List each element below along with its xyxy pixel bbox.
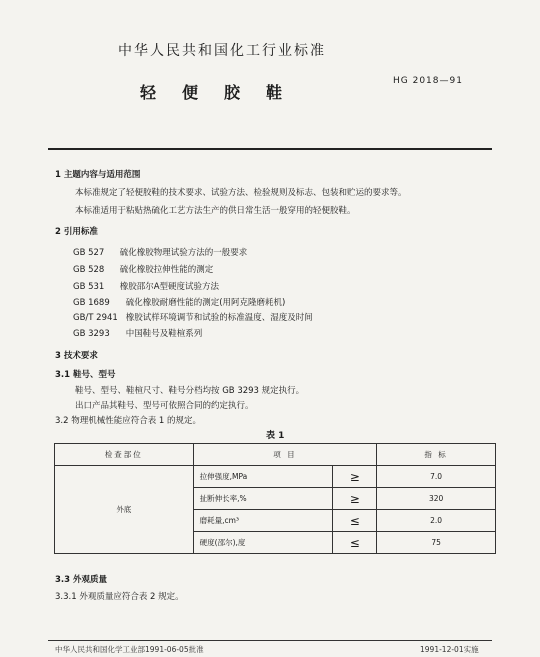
table-1-title: 表 1 [266,431,285,441]
table-header-row [55,444,496,466]
table-1 [54,443,496,554]
reference-item [73,246,247,258]
reference-code: GB 528 [73,265,105,275]
section-1-paragraph-2: 本标准适用于粘贴热硫化工艺方法生产的供日常生活一般穿用的轻便胶鞋。 [75,206,356,216]
reference-code: GB/T 2941 [73,313,118,323]
reference-title: 橡胶邵尔A型硬度试验方法 [119,282,220,292]
spec-value-cell: 7.0 [377,466,496,488]
approval-note: 中华人民共和国化学工业部1991-06-05批准 [55,645,204,654]
table-row [55,466,496,488]
reference-item [73,296,285,308]
reference-item [73,280,219,292]
item-cell: 硬度(邵尔),度 [193,532,333,554]
section-1-heading: 1 主题内容与适用范围 [55,170,141,180]
document-title: 轻便胶鞋 [140,83,309,102]
section-3-3-heading: 3.3 外观质量 [55,575,108,585]
reference-title: 中国鞋号及鞋楦系列 [125,329,203,339]
comparator-cell: ≥ [333,466,377,488]
header-divider [48,148,492,150]
reference-title: 硫化橡胶耐磨性能的测定(用阿克隆磨耗机) [125,298,286,308]
issuing-body-header: 中华人民共和国化工行业标准 [118,43,326,59]
comparator-cell: ≥ [333,488,377,510]
column-header-spec: 指 标 [377,444,496,466]
reference-item [73,327,202,339]
section-2-heading: 2 引用标准 [55,227,98,237]
section-3-2-text: 3.2 物理机械性能应符合表 1 的规定。 [55,416,202,426]
spec-value-cell: 320 [377,488,496,510]
reference-code: GB 3293 [73,329,110,339]
standard-code: HG 2018—91 [393,76,463,86]
item-cell: 拉伸强度,MPa [193,466,333,488]
inspection-part-cell: 外底 [55,466,194,554]
reference-item [73,263,213,275]
footer-divider [48,640,492,641]
reference-code: GB 531 [73,282,105,292]
comparator-cell: ≤ [333,510,377,532]
column-header-item: 项 目 [193,444,377,466]
item-cell: 磨耗量,cm³ [193,510,333,532]
implementation-date: 1991-12-01实施 [420,645,479,654]
column-header-part: 检查部位 [55,444,194,466]
section-3-heading: 3 技术要求 [55,351,98,361]
spec-value-cell: 2.0 [377,510,496,532]
reference-code: GB 527 [73,248,105,258]
section-3-1-paragraph-2: 出口产品其鞋号、型号可依照合同的约定执行。 [75,401,254,411]
reference-title: 橡胶试样环境调节和试验的标准温度、湿度及时间 [125,313,313,323]
section-1-paragraph-1: 本标准规定了轻便胶鞋的技术要求、试验方法、检验规则及标志、包装和贮运的要求等。 [75,188,407,198]
item-cell: 扯断伸长率,% [193,488,333,510]
section-3-3-1-text: 3.3.1 外观质量应符合表 2 规定。 [55,592,184,602]
reference-item [73,311,313,323]
spec-value-cell: 75 [377,532,496,554]
reference-title: 硫化橡胶拉伸性能的测定 [119,265,214,275]
reference-title: 硫化橡胶物理试验方法的一般要求 [119,248,248,258]
section-3-1-paragraph-1: 鞋号、型号、鞋楦尺寸、鞋号分档均按 GB 3293 规定执行。 [75,386,305,396]
comparator-cell: ≤ [333,532,377,554]
reference-code: GB 1689 [73,298,110,308]
section-3-1-heading: 3.1 鞋号、型号 [55,370,116,380]
